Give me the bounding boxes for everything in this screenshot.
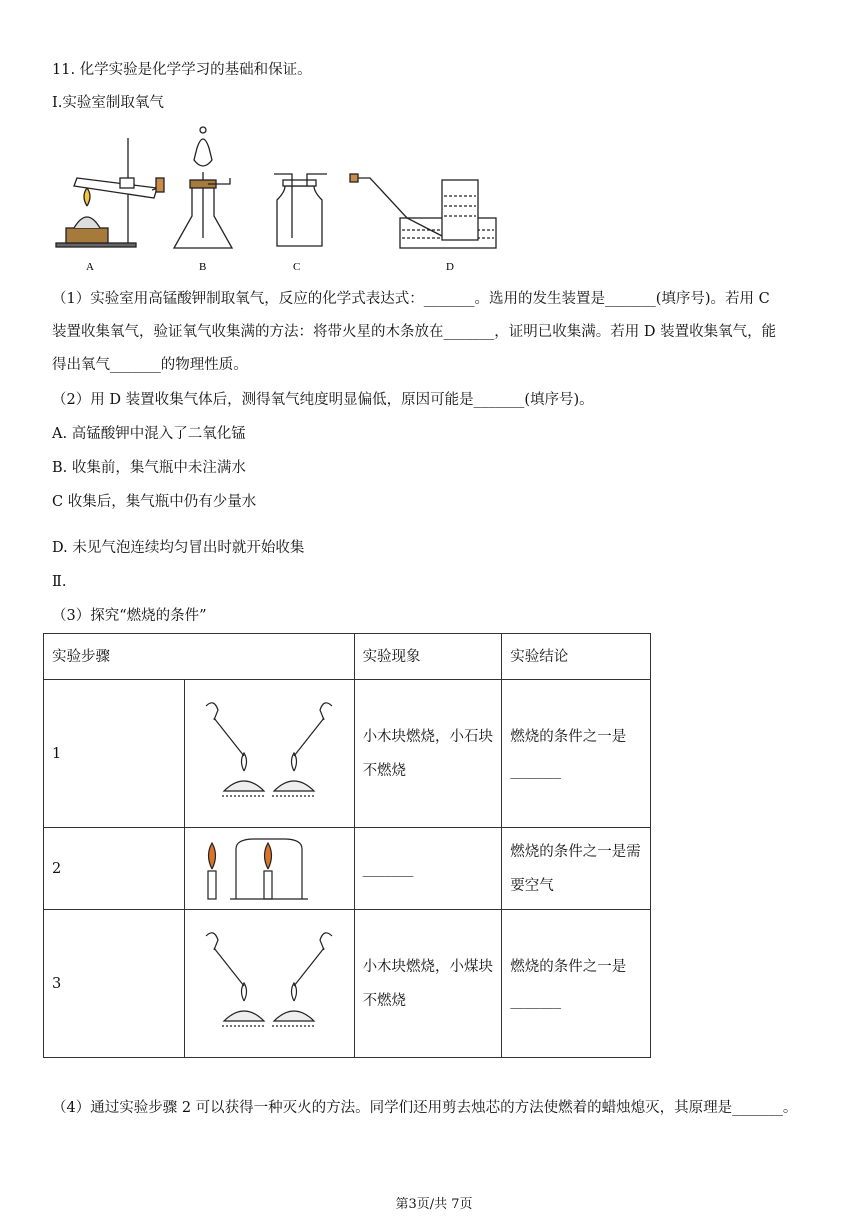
row3-image (184, 910, 354, 1058)
apparatus-d (350, 174, 496, 248)
q1 (52, 283, 822, 382)
header-conclusion: 实验结论 (502, 634, 651, 680)
part1-heading: I.实验室制取氧气 (52, 95, 164, 111)
apparatus-c (274, 174, 327, 246)
row1-step: 1 (44, 680, 185, 828)
header-phenomenon: 实验现象 (354, 634, 502, 680)
part2-heading: Ⅱ. (52, 574, 67, 590)
burning-test-illustration (194, 696, 344, 811)
table-row (44, 828, 651, 910)
experiment-table (43, 633, 651, 1058)
apparatus-a (56, 138, 164, 247)
row3-step: 3 (44, 910, 185, 1058)
table-row (44, 680, 651, 828)
q1-line3: 得出氧气_______的物理性质。 (52, 357, 248, 373)
apparatus-label-b: B (199, 261, 207, 273)
table-row (44, 910, 651, 1058)
table-header-row (44, 634, 651, 680)
q4: （4）通过实验步骤 2 可以获得一种灭火的方法。同学们还用剪去烛芯的方法使燃着的蜡烛熄灭，其原理是_______。 (52, 1100, 798, 1116)
apparatus-figure (52, 118, 512, 278)
option-b: B. 收集前，集气瓶中未注满水 (52, 460, 246, 476)
row3-phenomenon: 小木块燃烧，小煤块不燃烧 (354, 910, 502, 1058)
burning-test-illustration (194, 926, 344, 1041)
apparatus-label-a: A (86, 261, 94, 273)
row1-phenomenon: 小木块燃烧，小石块不燃烧 (354, 680, 502, 828)
row3-conclusion: 燃烧的条件之一是_______ (502, 910, 651, 1058)
page-footer: 第3页/共 7页 (395, 1197, 473, 1212)
q3: （3）探究“燃烧的条件” (52, 608, 207, 624)
row1-image (184, 680, 354, 828)
apparatus-label-d: D (446, 261, 454, 273)
row2-phenomenon: _______ (354, 828, 502, 910)
question-title: 11. 化学实验是化学学习的基础和保证。 (52, 62, 312, 78)
row2-conclusion: 燃烧的条件之一是需要空气 (502, 828, 651, 910)
option-a: A. 高锰酸钾中混入了二氧化锰 (52, 426, 246, 442)
q1-line1: （1）实验室用高锰酸钾制取氧气，反应的化学式表达式：_______。选用的发生装置是_______(填序号)。若用 C (52, 291, 770, 307)
option-d: D. 未见气泡连续均匀冒出时就开始收集 (52, 540, 305, 556)
row2-image (184, 828, 354, 910)
apparatus-b (174, 127, 232, 248)
header-step: 实验步骤 (44, 634, 355, 680)
option-c: C 收集后，集气瓶中仍有少量水 (52, 494, 257, 510)
q1-line2: 装置收集氧气，验证氧气收集满的方法：将带火星的木条放在_______，证明已收集满。若用 D 装置收集氧气，能 (52, 324, 777, 340)
candle-illustration (194, 835, 344, 903)
q2: （2）用 D 装置收集气体后，测得氧气纯度明显偏低，原因可能是_______(填序号)。 (52, 392, 594, 408)
apparatus-label-c: C (293, 261, 301, 273)
row1-conclusion: 燃烧的条件之一是_______ (502, 680, 651, 828)
row2-step: 2 (44, 828, 185, 910)
